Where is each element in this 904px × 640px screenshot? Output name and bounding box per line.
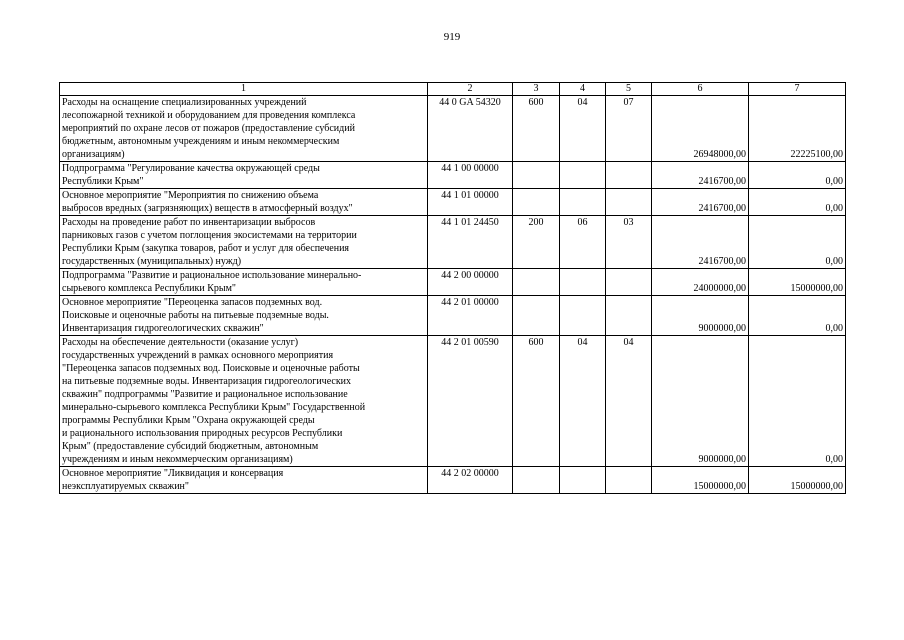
target-code-cell: 44 1 01 24450 [428,216,513,269]
target-code-cell: 44 1 01 00000 [428,189,513,216]
expense-type-cell: 200 [513,216,560,269]
column-header-2: 2 [428,83,513,96]
target-code-cell: 44 2 02 00000 [428,467,513,494]
amount-col6-cell: 24000000,00 [652,269,749,296]
amount-col7-cell: 0,00 [749,296,846,336]
subsection-cell: 04 [606,336,652,467]
amount-col6-cell: 9000000,00 [652,336,749,467]
column-header-6: 6 [652,83,749,96]
target-code-cell: 44 2 01 00000 [428,296,513,336]
subsection-cell [606,162,652,189]
section-cell [560,467,606,494]
amount-col6-cell: 26948000,00 [652,96,749,162]
target-code-cell: 44 2 01 00590 [428,336,513,467]
expense-type-cell: 600 [513,336,560,467]
expense-type-cell [513,189,560,216]
subsection-cell: 07 [606,96,652,162]
table-row [60,269,846,296]
expenditure-name-cell: Расходы на обеспечение деятельности (оказание услуг) государственных учреждений в рамках основного мероприятия "Переоценка запасов подземных вод. Поисковые и оценочные работы на питьевые подземные воды. Инвентаризация гидрогеологических скважин" подпрограммы "Развитие и рациональное использование минерально-сырьевого комплекса Республики Крым" Государственной программы Республики Крым "Охрана окружающей среды и рационального использования природных ресурсов Республики Крым" (предоставление субсидий бюджетным, автономным учреждениям и иным некоммерческим организациям) [60,336,428,467]
expense-type-cell [513,467,560,494]
target-code-cell: 44 1 00 00000 [428,162,513,189]
table-row [60,162,846,189]
subsection-cell [606,467,652,494]
section-cell [560,269,606,296]
page-number: 919 [443,31,461,43]
subsection-cell [606,296,652,336]
column-header-1: 1 [60,83,428,96]
expenditure-name-cell: Расходы на оснащение специализированных учреждений лесопожарной техникой и оборудованием для проведения комплекса мероприятий по охране лесов от пожаров (предоставление субсидий бюджетным, автономным учреждениям и иным некоммерческим организациям) [60,96,428,162]
section-cell [560,162,606,189]
subsection-cell [606,189,652,216]
budget-table [59,82,846,494]
subsection-cell [606,269,652,296]
amount-col7-cell: 0,00 [749,189,846,216]
column-header-5: 5 [606,83,652,96]
column-header-4: 4 [560,83,606,96]
expenditure-name-cell: Основное мероприятие "Мероприятия по снижению объема выбросов вредных (загрязняющих) веществ в атмосферный воздух" [60,189,428,216]
table-row [60,189,846,216]
amount-col7-cell: 0,00 [749,162,846,189]
amount-col7-cell: 22225100,00 [749,96,846,162]
table-row [60,336,846,467]
target-code-cell: 44 2 00 00000 [428,269,513,296]
expense-type-cell [513,162,560,189]
column-header-3: 3 [513,83,560,96]
table-row [60,467,846,494]
subsection-cell: 03 [606,216,652,269]
amount-col7-cell: 0,00 [749,216,846,269]
table-row [60,96,846,162]
table-row [60,216,846,269]
amount-col6-cell: 2416700,00 [652,189,749,216]
amount-col6-cell: 15000000,00 [652,467,749,494]
expense-type-cell [513,269,560,296]
section-cell [560,296,606,336]
expenditure-name-cell: Подпрограмма "Развитие и рациональное использование минерально- сырьевого комплекса Республики Крым" [60,269,428,296]
expense-type-cell [513,296,560,336]
expenditure-name-cell: Основное мероприятие "Ликвидация и консервация неэксплуатируемых скважин" [60,467,428,494]
section-cell: 04 [560,336,606,467]
table-header-row [60,83,846,96]
expenditure-name-cell: Подпрограмма "Регулирование качества окружающей среды Республики Крым" [60,162,428,189]
section-cell: 06 [560,216,606,269]
amount-col7-cell: 15000000,00 [749,467,846,494]
section-cell: 04 [560,96,606,162]
target-code-cell: 44 0 GA 54320 [428,96,513,162]
column-header-7: 7 [749,83,846,96]
amount-col6-cell: 2416700,00 [652,216,749,269]
expenditure-name-cell: Расходы на проведение работ по инвентаризации выбросов парниковых газов с учетом поглощения экосистемами на территории Республики Крым (закупка товаров, работ и услуг для обеспечения государственных (муниципальных) нужд) [60,216,428,269]
expenditure-name-cell: Основное мероприятие "Переоценка запасов подземных вод. Поисковые и оценочные работы на питьевые подземные воды. Инвентаризация гидрогеологических скважин" [60,296,428,336]
expense-type-cell: 600 [513,96,560,162]
section-cell [560,189,606,216]
amount-col6-cell: 2416700,00 [652,162,749,189]
amount-col6-cell: 9000000,00 [652,296,749,336]
amount-col7-cell: 15000000,00 [749,269,846,296]
table-row [60,296,846,336]
amount-col7-cell: 0,00 [749,336,846,467]
